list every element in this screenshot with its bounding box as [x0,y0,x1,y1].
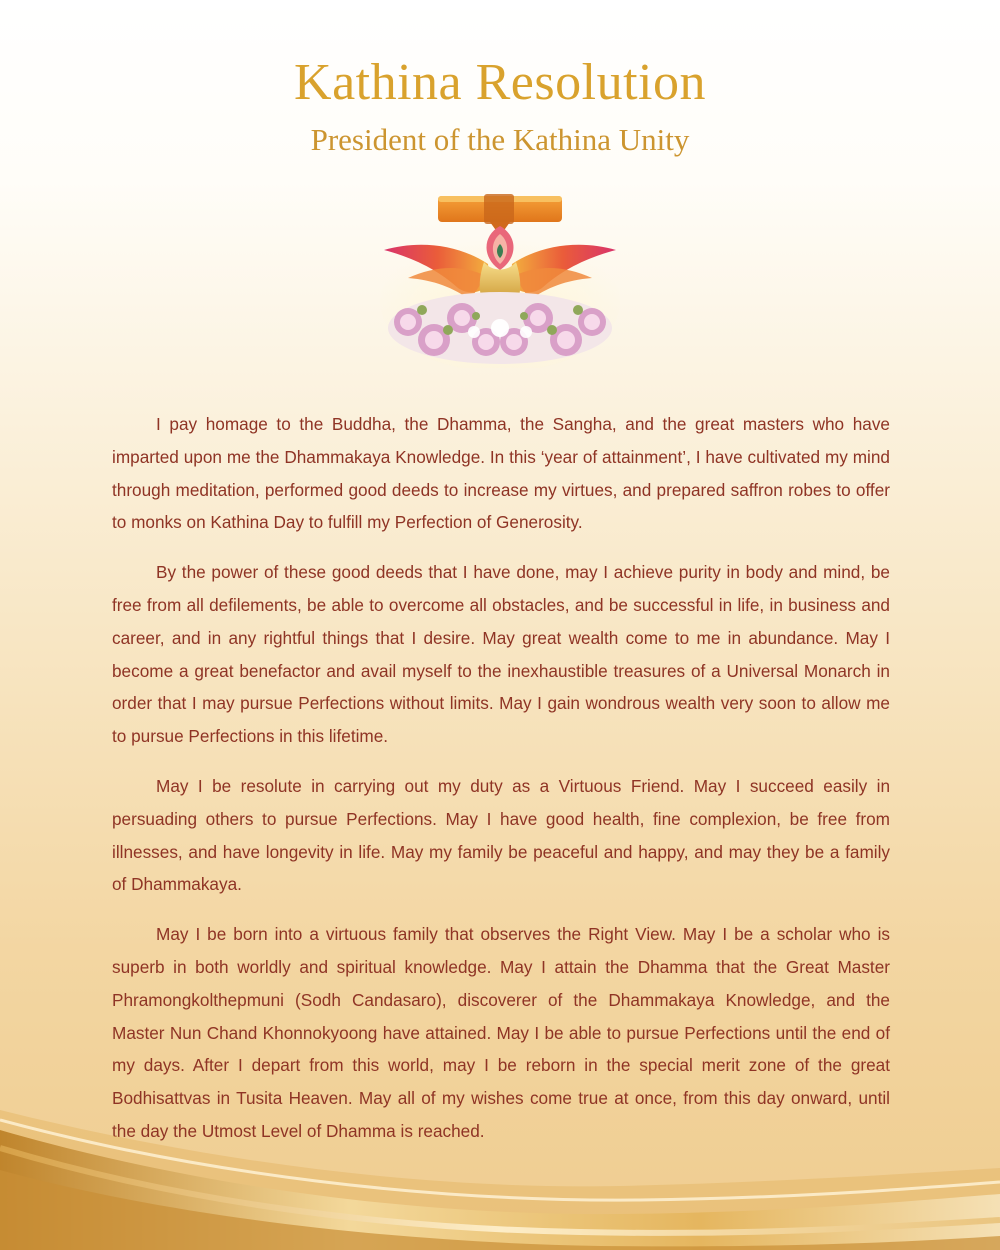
golden-wave-decoration [0,1090,1000,1250]
page-subtitle: President of the Kathina Unity [310,122,690,157]
page-title: Kathina Resolution [294,54,706,111]
paragraph-power-of-good-deeds: By the power of these good deeds that I have done, may I achieve purity in body and mind, be free from all defilements, be able to overcome all obstacles, and be successful in life, in business and career, and in any rightful things that I desire. May great wealth come to me in abundance. May I become a great benefactor and avail myself to the inexhaustible treasures of a Universal Monarch in order that I may pursue Perfections without limits. May I gain wondrous wealth very soon to allow me to pursue Perfections in this lifetime. [112,562,890,747]
header [0,52,1000,160]
resolution-text [112,408,890,1165]
paragraph-homage: I pay homage to the Buddha, the Dhamma, the Sangha, and the great masters who have imparted upon me the Dhammakaya Knowledge. In this ‘year of attainment’, I have cultivated my mind through meditation, performed good deeds to increase my virtues, and prepared saffron robes to offer to monks on Kathina Day to fulfill my Perfection of Generosity. [112,414,890,533]
paragraph-virtuous-family: May I be born into a virtuous family that observes the Right View. May I be a scholar who is superb in both worldly and spiritual knowledge. May I attain the Dhamma that the Great Master Phramongkolthepmuni (Sodh Candasaro), discoverer of the Dhammakaya Knowledge, and the Master Nun Chand Khonnokyoong have attained. May I be able to pursue Perfections until the end of my days. After I depart from this world, may I be reborn in the special merit zone of the great Bodhisattvas in Tusita Heaven. May all of my wishes come true at once, from this day onward, until the day the Utmost Level of Dhamma is reached. [112,924,890,1141]
paragraph-virtuous-friend: May I be resolute in carrying out my duty as a Virtuous Friend. May I succeed easily in persuading others to pursue Perfections. May I have good health, fine complexion, be free from illnesses, and have longevity in life. May my family be peaceful and happy, and may they be a family of Dhammakaya. [112,775,890,895]
kathina-robe-lotus-emblem-icon [378,192,622,368]
